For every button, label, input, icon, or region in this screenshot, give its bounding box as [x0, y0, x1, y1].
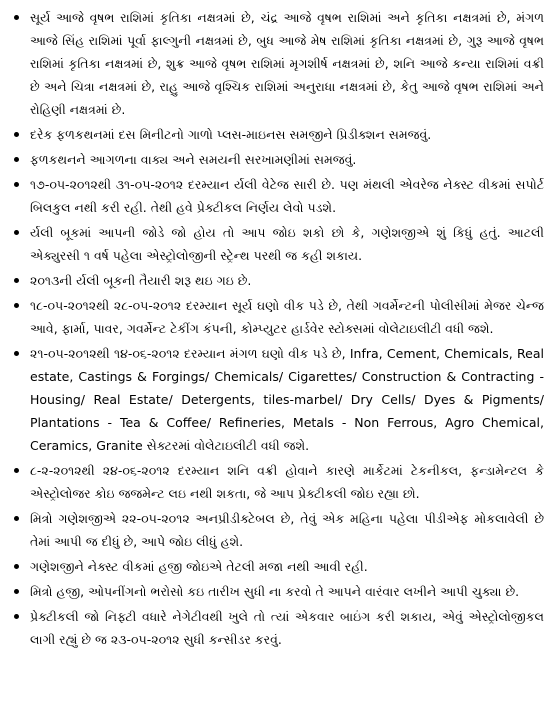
list-item-text: ર્યલી બૂકમાં આપની જોડે જો હોય તો આપ જોઇ શકો છો કે, ગણેશજીએ શું કિધું હતું. આટલી એક્યુરસી ૧ વર્ષ પહેલા એસ્ટ્રોલોજીની સ્ટ્રેન્થ પરથી જ કહી શકાય. [30, 225, 544, 263]
bullet-icon [14, 132, 19, 137]
list-item-text: ૨૧-૦૫-૨૦૧૨થી ૧૪-૦૬-૨૦૧૨ દરમ્યાન મંગળ ઘણો વીક પડે છે, Infra, Cement, Chemicals, Real estate, Castings & Forgings/ Chemicals/ Cigarettes/ Construction & Contracting - Housing/ Real Estate/ Detergents, tiles-marbel/ Dry Cells/ Dyes & Pigments/ Plantations - Tea & Coffee/ Refineries, Metals - Non Ferrous, Agro Chemical, Ceramics, Granite સેક્ટરમાં વોલેટાઇલીટી વધી જશે. [30, 346, 544, 453]
bullet-icon [14, 278, 19, 283]
list-item-text: ગણેશજીને નેક્સ્ટ વીકમાં હજી જોઇએ તેટલી મજા નથી આવી રહી. [30, 559, 368, 574]
list-item [6, 221, 544, 267]
list-item [6, 173, 544, 219]
bullet-icon [14, 157, 19, 162]
bullet-icon [14, 516, 19, 521]
list-item-text: પ્રેક્ટીકલી જો નિફ્ટી વધારે નેગેટીવથી ખુલે તો ત્યાં એકવાર બાઇંગ કરી શકાય, એવું એસ્ટ્રોલોજીકલ લાગી રહ્યું છે જ ૨૩-૦૫-૨૦૧૨ સુધી કન્સીડર કરવું. [30, 609, 544, 647]
list-item [6, 269, 544, 292]
list-item [6, 459, 544, 505]
list-item [6, 294, 544, 340]
list-item-text: મિત્રો હજી, ઓપનીંગનો ભરોસો કઇ તારીખ સુધી ના કરવો તે આપને વારંવાર લખીને આપી ચુક્યા છે. [30, 584, 520, 599]
list-item-text: મિત્રો ગણેશજીએ ૨૨-૦૫-૨૦૧૨ અનપ્રીડીક્ટેબલ છે, તેવું એક મહિના પહેલા પીડીએફ મોકલાવેલી છે તેમાં આપી જ દીધું છે, આપે જોઇ લીધું હશે. [30, 511, 544, 549]
list-item [6, 507, 544, 553]
list-item [6, 342, 544, 457]
list-item-text: ૮-૨-૨૦૧૨થી ૨૪-૦૬-૨૦૧૨ દરમ્યાન શનિ વક્રી હોવાને કારણે માર્કેટમાં ટેકનીકલ, ફન્ડામેન્ટલ કે એસ્ટ્રોલોજર કોઇ જજમેન્ટ લઇ નથી શકતા, જે આપ પ્રેક્ટીકલી જોઇ રહ્યા છો. [30, 463, 544, 501]
bullet-icon [14, 303, 19, 308]
list-item [6, 148, 544, 171]
list-item-text: ફળકથનને આગળના વાક્ય અને સમયની સરખામણીમાં સમજવું. [30, 152, 357, 167]
bullet-icon [14, 589, 19, 594]
list-item [6, 123, 544, 146]
list-item-text: સૂર્ય આજે વૃષભ રાશિમાં કૃતિકા નક્ષત્રમાં છે, ચંદ્ર આજે વૃષભ રાશિમાં અને કૃતિકા નક્ષત્રમાં છે, મંગળ આજે સિંહ રાશિમાં પૂર્વા ફાલ્ગુની નક્ષત્રમાં છે, બુધ આજે મેષ રાશિમાં કૃતિકા નક્ષત્રમાં છે, ગુરૂ આજે વૃષભ રાશિમાં કૃતિકા નક્ષત્રમાં છે, શુક્ર આજે વૃષભ રાશિમાં મૃગશીર્ષ નક્ષત્રમાં છે, શનિ આજે કન્યા રાશિમાં વક્રી છે અને ચિત્રા નક્ષત્રમાં છે, રાહુ આજે વૃશ્ચિક રાશિમાં અનુરાધા નક્ષત્રમાં છે, કેતુ આજે વૃષભ રાશિમાં અને રોહિણી નક્ષત્રમાં છે. [30, 10, 544, 117]
bullet-icon [14, 614, 19, 619]
bullet-icon [14, 351, 19, 356]
bullet-icon [14, 182, 19, 187]
bullet-icon [14, 230, 19, 235]
list-item [6, 555, 544, 578]
list-item [6, 580, 544, 603]
bullet-icon [14, 15, 19, 20]
bullet-list [6, 6, 544, 651]
bullet-icon [14, 468, 19, 473]
list-item-text: દરેક ફળકથનમાં દસ મિનીટનો ગાળો પ્લસ-માઇનસ સમજીને પ્રિડીક્શન સમજવું. [30, 127, 432, 142]
list-item [6, 605, 544, 651]
list-item-text: ૧૮-૦૫-૨૦૧૨થી ૨૮-૦૫-૨૦૧૨ દરમ્યાન સૂર્ય ઘણો વીક પડે છે, તેથી ગવર્મેન્ટની પોલીસીમાં મેજર ચેન્જ આવે, ફાર્મા, પાવર, ગવર્મેન્ટ ટેકીંગ કંપની, કોમ્પ્યુટર હાર્ડવેર સ્ટોક્સમાં વોલેટાઇલીટી વધી જશે. [30, 298, 544, 336]
list-item-text: ૧૭-૦૫-૨૦૧૨થી ૩૧-૦૫-૨૦૧૨ દરમ્યાન ર્યલી વેટેજ સારી છે. પણ મંથલી એવરેજ નેક્સ્ટ વીકમાં સપોર્ટ બિલકુલ નથી કરી રહી. તેથી હવે પ્રેક્ટીકલ નિર્ણય લેવો પડશે. [30, 177, 544, 215]
list-item [6, 6, 544, 121]
list-item-text: ૨૦૧૩ની ર્યલી બૂકની તૈયારી શરૂ થઇ ગઇ છે. [30, 273, 252, 288]
bullet-icon [14, 564, 19, 569]
